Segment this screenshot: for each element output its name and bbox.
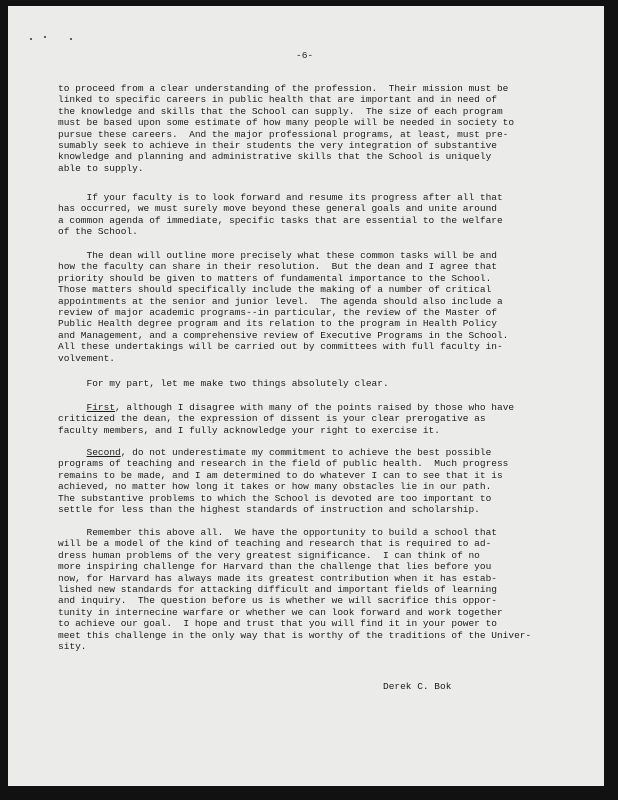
text-line: to proceed from a clear understanding of the profession. Their mission must be (58, 83, 509, 94)
text-line: programs of teaching and research in the field of public health. Much progress (58, 458, 509, 470)
paragraph-1 (58, 83, 514, 174)
text-line: faculty members, and I fully acknowledge your right to exercise it. (58, 424, 440, 436)
text-line: to achieve our goal. I hope and trust that you will find it in your power to (58, 618, 497, 630)
text-line: achieved, no matter how long it takes or how many obstacles lie in our path. (58, 481, 492, 493)
text-line: a common agenda of immediate, specific tasks that are essential to the welfare (58, 214, 503, 226)
text-line: appointments at the senior and junior level. The agenda should also include a (58, 295, 503, 307)
text-line: how the faculty can share in their resolution. But the dean and I agree that (58, 261, 497, 273)
text-line: The dean will outline more precisely what these common tasks will be and (58, 250, 497, 261)
text-line: remains to be made, and I am determined to do whatever I can to see that it is (58, 469, 503, 481)
text-line: review of major academic programs--in particular, the review of the Master of (58, 307, 497, 319)
page-number: -6- (296, 50, 314, 61)
text-line: If your faculty is to look forward and resume its progress after all that (58, 192, 503, 203)
text-line: must be based upon some estimate of how many people will be needed in society to (58, 117, 515, 129)
text-line: All these undertakings will be carried out by committees with full faculty in- (58, 341, 503, 353)
text-line: of the School. (58, 226, 138, 238)
text-line: knowledge and planning and administrative skills that the School is uniquely (58, 151, 492, 163)
signature: Derek C. Bok (383, 681, 452, 692)
text-line: Remember this above all. We have the opportunity to build a school that (58, 527, 497, 538)
text-line: Second, do not underestimate my commitment to achieve the best possible (86, 447, 492, 458)
text-line: has occurred, we must surely move beyond these general goals and unite around (58, 203, 497, 215)
text-line: and inquiry. The question before us is whether we will sacrifice this oppor- (58, 595, 497, 607)
text-line: dress human problems of the very greatest significance. I can think of no (58, 549, 480, 561)
paragraph-4 (58, 378, 389, 389)
text-line: priority should be given to matters of fundamental importance to the School. (58, 272, 492, 284)
paragraph-6 (58, 447, 508, 515)
text-line: more inspiring challenge for Harvard than the challenge that lies before you (58, 561, 492, 573)
paragraph-2 (58, 192, 503, 238)
text-line: Those matters should specifically include the making of a number of critical (58, 284, 492, 296)
text-line: criticized the dean, the expression of dissent is your clear prerogative as (58, 413, 486, 425)
scan-speck (30, 38, 32, 40)
scan-speck (70, 38, 72, 40)
text-line: lished new standards for attacking difficult and important fields of learning (58, 584, 497, 596)
text-line: sity. (58, 641, 87, 653)
text-line: settle for less than the highest standards of instruction and scholarship. (58, 504, 480, 516)
text-line: the knowledge and skills that the School can supply. The size of each program (58, 105, 503, 117)
text-line: Public Health degree program and its relation to the program in Health Policy (58, 318, 497, 330)
document-page (8, 6, 604, 786)
text-line: will be a model of the kind of teaching and research that is required to ad- (58, 538, 492, 550)
text-line: First, although I disagree with many of the points raised by those who have (86, 402, 515, 413)
paragraph-3 (58, 250, 508, 364)
text-line: pursue these careers. And the major professional programs, at least, must pre- (58, 128, 509, 140)
text-line: meet this challenge in the only way that is worthy of the traditions of the Univer- (58, 629, 532, 641)
text-line: volvement. (58, 352, 116, 364)
text-line: linked to specific careers in public health that are important and in need of (58, 94, 497, 106)
text-line: tunity in internecine warfare or whether we can look forward and work together (58, 606, 503, 618)
text-line: able to supply. (58, 162, 144, 174)
text-line: For my part, let me make two things absolutely clear. (58, 378, 389, 389)
text-line: now, for Harvard has always made its greatest contribution when it has estab- (58, 572, 497, 584)
text-line: The substantive problems to which the School is devoted are too important to (58, 492, 492, 504)
paragraph-7 (58, 527, 531, 652)
scan-speck (44, 36, 46, 38)
text-line: sumably seek to achieve in their students the very integration of substantive (58, 140, 497, 152)
paragraph-5 (58, 402, 514, 436)
text-line: and Management, and a comprehensive review of Executive Programs in the School. (58, 329, 509, 341)
